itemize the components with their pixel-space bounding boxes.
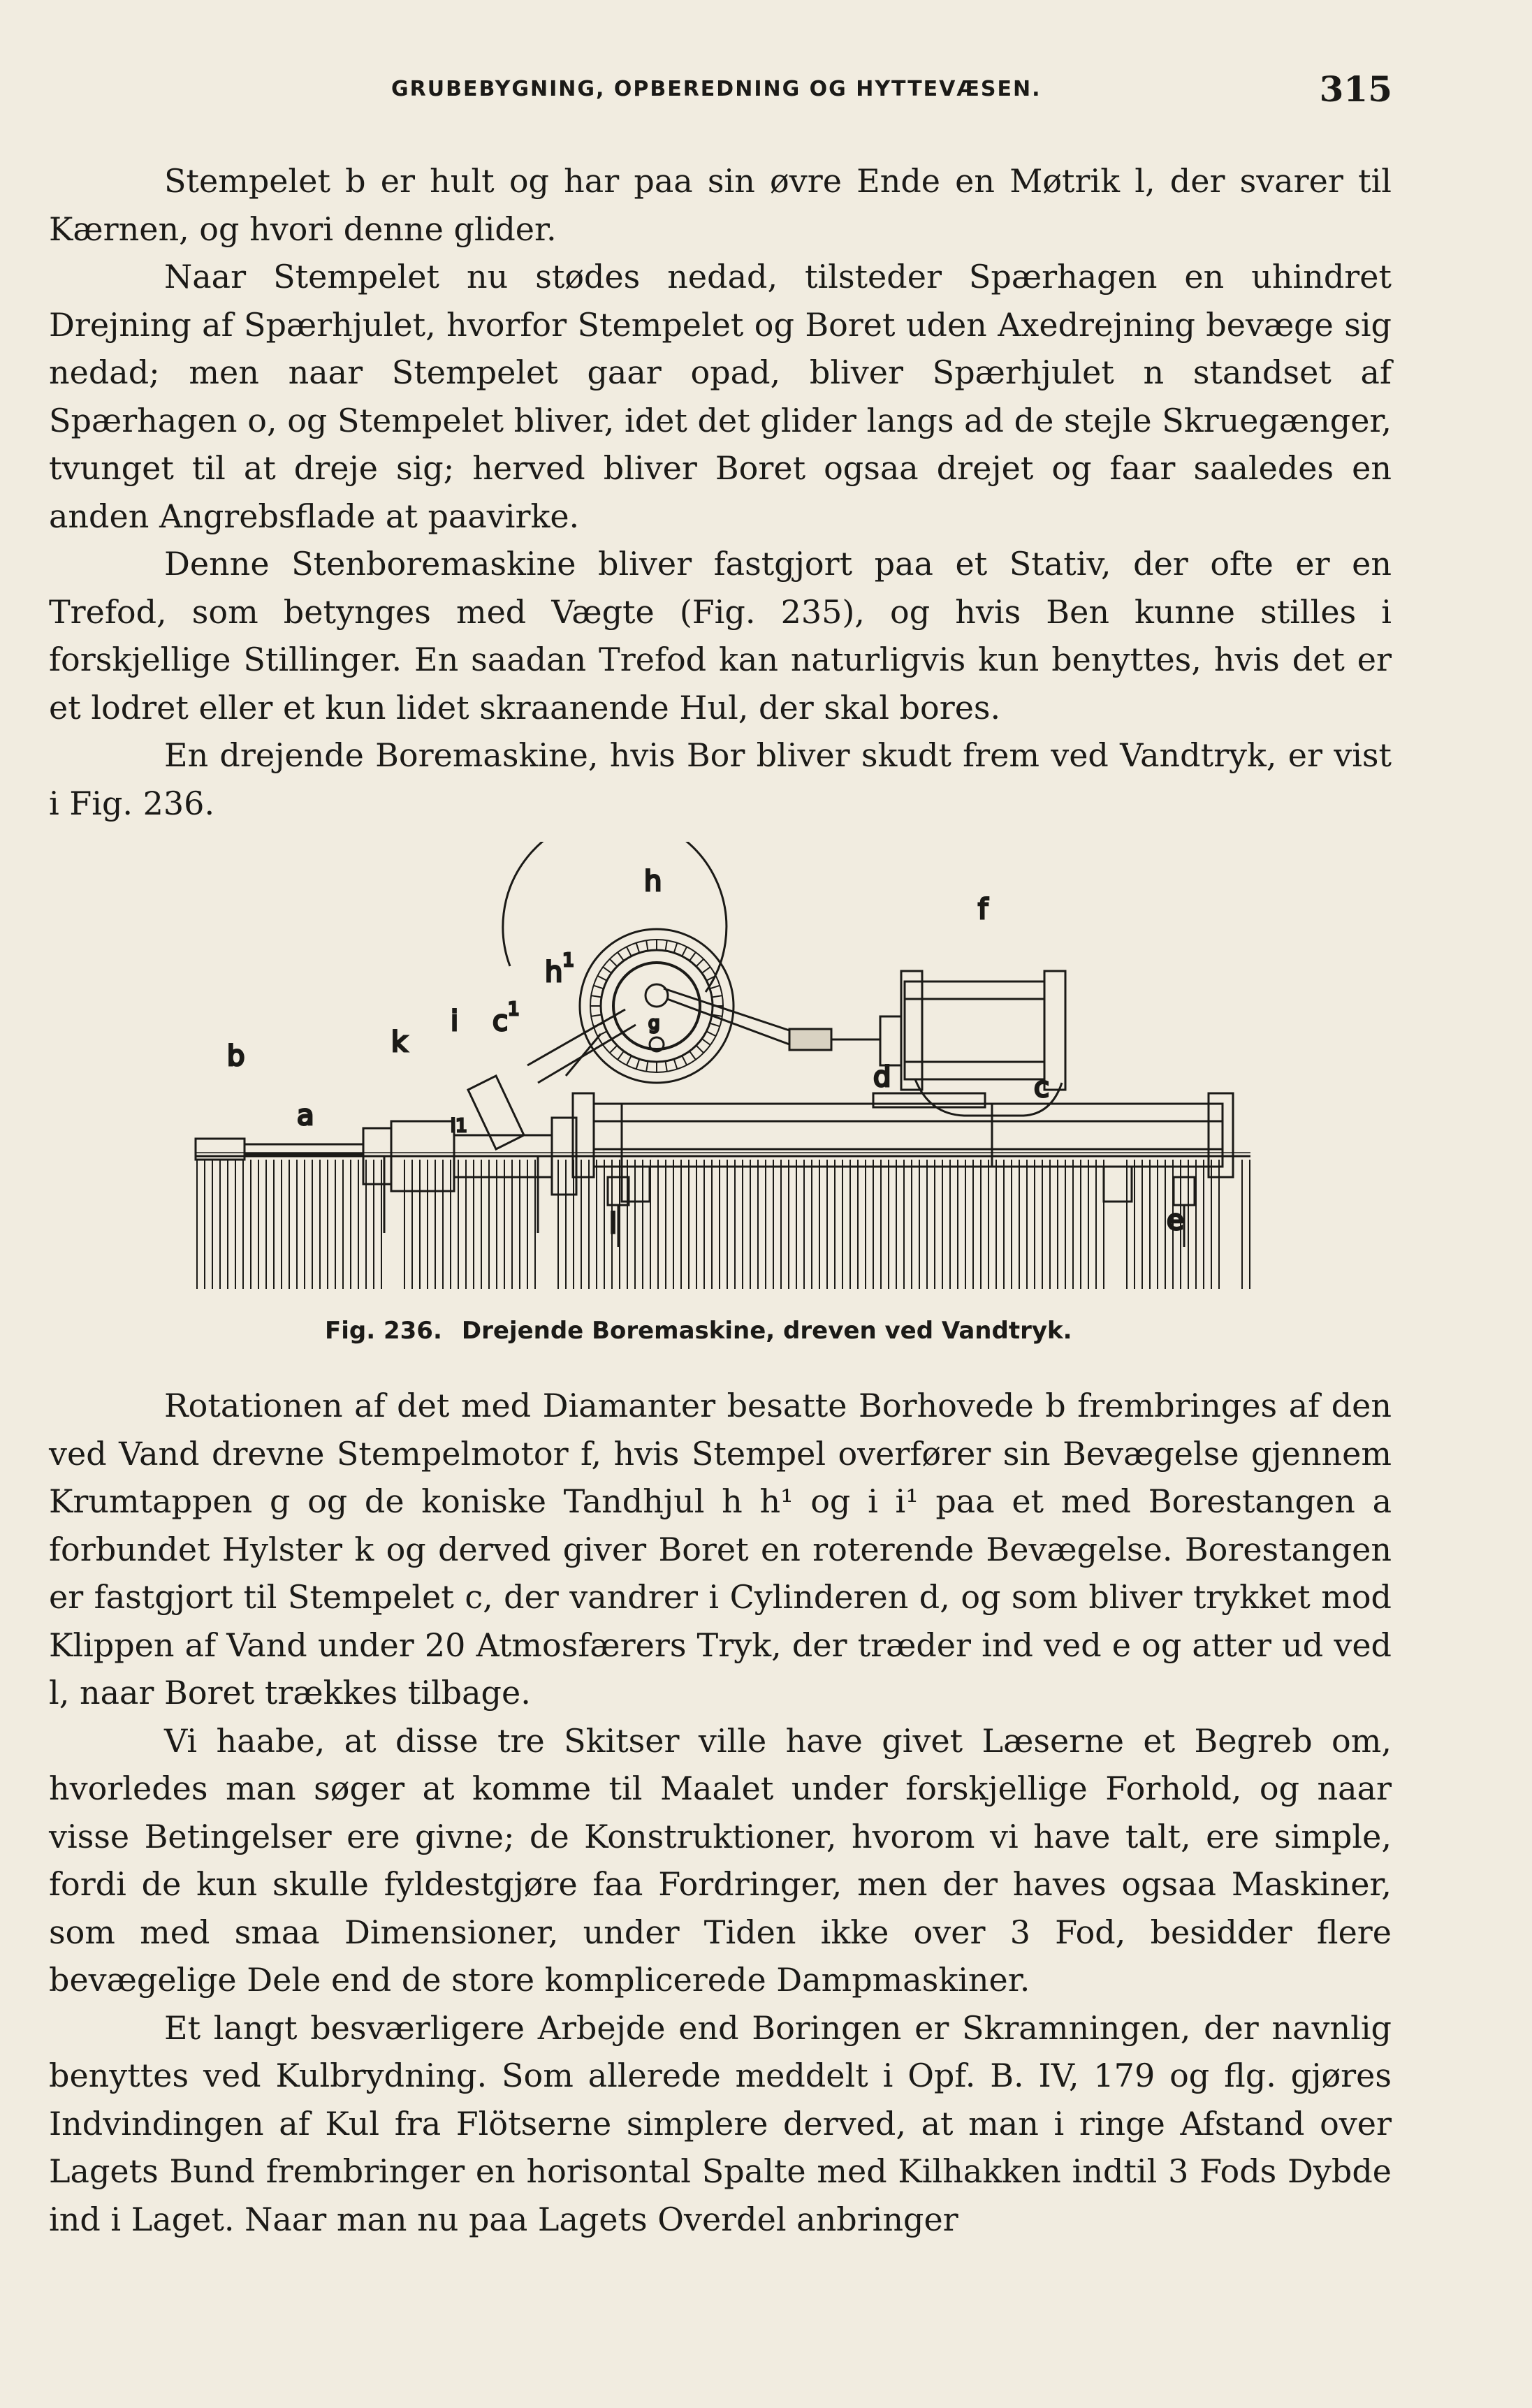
text-block-bottom xyxy=(49,1382,1392,2243)
page-number: 315 xyxy=(1319,68,1392,110)
figure-caption xyxy=(325,1317,1072,1345)
gear-tooth xyxy=(597,976,606,981)
gear-tooth xyxy=(618,1051,624,1060)
gear-tooth xyxy=(610,1046,618,1053)
ground-hatch-lines xyxy=(197,1160,1250,1289)
paragraph: Naar Stempelet nu stødes nedad, tilsteder Spærhagen en uhindret Drejning af Spærhjulet, hvorfor Stempelet og Boret uden Axedrejning bevæge sig nedad; men naar Stempelet gaar opad, bliver Spærhjulet n standset af Spærhagen o, og Stempelet bliver, idet det glider langs ad de stejle Skruegænger, tvunget til at dreje sig; herved bliver Boret ogsaa drejet og faar saaledes en anden Angrebsflade at paavirke. xyxy=(49,258,1392,535)
gear-tooth xyxy=(702,967,710,973)
gear-tooth xyxy=(702,1039,710,1045)
label-d: d xyxy=(873,1061,891,1093)
gear-tooth xyxy=(674,943,678,953)
gear-tooth xyxy=(710,1023,720,1027)
gear-tooth xyxy=(646,1061,648,1072)
gear-tooth xyxy=(594,986,604,989)
label-h1: $h^1$ xyxy=(545,950,574,988)
paragraph: Et langt besværligere Arbejde end Boringen er Skramningen, der navnlig benyttes ved Kulbrydning. Som allerede meddelt i Opf. B. IV, 179 og flg. gjøres Indvindingen af Kul fra Flötserne simplere derved, at man i ringe Afstand over Lagets Bund frembringer en horisontal Spalte med Kilhakken indtil 3 Fods Dybde ind i Laget. Naar man nu paa Lagets Overdel anbringer xyxy=(49,2008,1392,2238)
label-i1: i1 xyxy=(451,1116,467,1137)
gear-tooth xyxy=(690,1051,696,1060)
caption-text: Drejende Boremaskine, dreven ved Vandtryk. xyxy=(461,1317,1072,1345)
gear-tooth xyxy=(618,952,624,961)
gear-tooth xyxy=(690,952,696,961)
gear-tooth xyxy=(627,947,632,956)
gear-tooth xyxy=(591,1015,601,1016)
gear-wheel-h xyxy=(503,842,734,1083)
gear-tooth xyxy=(682,947,687,956)
gear-tooth xyxy=(712,995,722,997)
gear-tooth xyxy=(636,943,640,953)
paragraph: Denne Stenboremaskine bliver fastgjort paa et Stativ, der ofte er en Trefod, som betynges med Vægte (Fig. 235), og hvis Ben kunne stilles i forskjellige Stillinger. En saadan Trefod kan naturligvis kun benyttes, hvis det er et lodret eller et kun lidet skraanende Hul, der skal bores. xyxy=(49,545,1392,727)
gear-tooth xyxy=(603,967,611,973)
label-c1: $c^1$ xyxy=(493,999,520,1037)
label-a: a xyxy=(297,1100,314,1132)
caption-number: Fig. 236. xyxy=(325,1317,442,1345)
label-h: h xyxy=(644,866,662,898)
gear-tooth xyxy=(666,1061,667,1072)
label-c: c xyxy=(1034,1072,1049,1104)
gear-tooth xyxy=(610,959,618,967)
gear-tooth xyxy=(666,940,667,951)
gear-tooth xyxy=(674,1059,678,1069)
drill-machine-illustration xyxy=(175,842,1264,1303)
gear-tooth xyxy=(696,959,704,967)
paragraph: Rotationen af det med Diamanter besatte Borhovede b frembringes af den ved Vand drevne Stempelmotor f, hvis Stempel overfører sin Bevægelse gjennem Krumtappen g og de koniske Tandhjul h h¹ og i i¹ paa et med Borestangen a forbundet Hylster k og derved giver Boret en roterende Bevægelse. Borestangen er fastgjort til Stempelet c, der vandrer i Cylinderen d, og som bliver trykket mod Klippen af Vand under 20 Atmosfærers Tryk, der træder ind ved e og atter ud ved l, naar Boret trækkes tilbage. xyxy=(49,1387,1392,1712)
gear-tooth xyxy=(696,1046,704,1053)
label-k: k xyxy=(391,1026,408,1058)
label-f: f xyxy=(978,893,988,926)
gear-tooth xyxy=(591,995,601,997)
gear-tooth xyxy=(706,1031,715,1036)
label-g: g xyxy=(648,1013,660,1034)
label-b: b xyxy=(227,1040,245,1072)
gear-tooth xyxy=(682,1056,687,1065)
paragraph: Stempelet b er hult og har paa sin øvre Ende en Møtrik l, der svarer til Kærnen, og hvori denne glider. xyxy=(49,162,1392,248)
gear-tooth xyxy=(636,1059,640,1069)
crank-rod xyxy=(664,988,880,1050)
paragraph: En drejende Boremaskine, hvis Bor bliver skudt frem ved Vandtryk, er vist i Fig. 236. xyxy=(49,736,1392,822)
gear-tooth xyxy=(710,986,720,989)
label-i: i xyxy=(451,1005,459,1037)
label-l: l xyxy=(609,1208,618,1240)
gear-tooth xyxy=(627,1056,632,1065)
text-block-top xyxy=(49,157,1392,827)
label-e: e xyxy=(1167,1204,1184,1236)
gear-tooth xyxy=(646,940,648,951)
figure-236-drawing xyxy=(175,842,1264,1303)
paragraph: Vi haabe, at disse tre Skitser ville have givet Læserne et Begreb om, hvorledes man søger at komme til Maalet under forskjellige Forhold, og naar visse Betingelser ere givne; de Konstruktioner, hvorom vi have talt, ere simple, fordi de kun skulle fyldestgjøre faa Fordringer, men der haves ogsaa Maskiner, som med smaa Dimensioner, under Tiden ikke over 3 Fod, besidder flere bevægelige Dele end de store komplicerede Dampmaskiner. xyxy=(49,1721,1392,1999)
running-head: GRUBEBYGNING, OPBEREDNING OG HYTTEVÆSEN. xyxy=(391,77,1042,101)
